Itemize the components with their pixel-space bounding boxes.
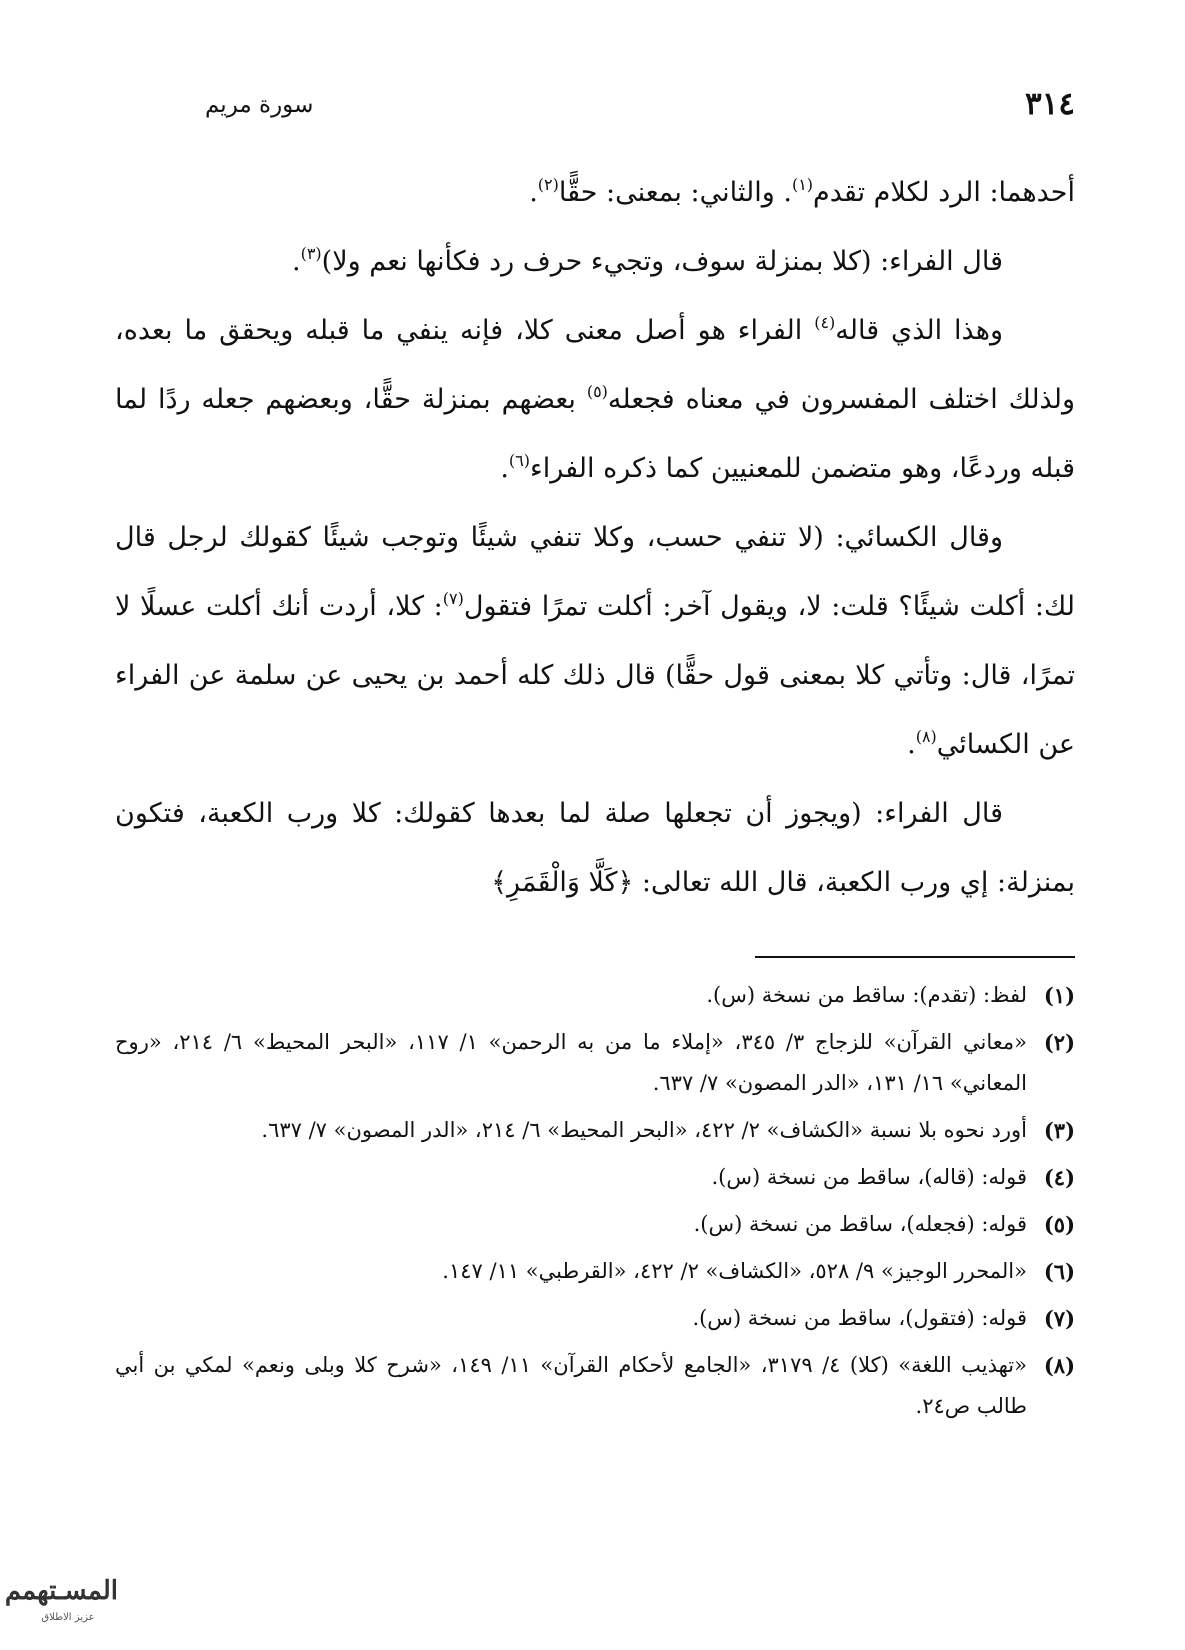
footnote-text: قوله: (فتقول)، ساقط من نسخة (س). xyxy=(692,1306,1027,1330)
text-span: . والثاني: بمعنى: حقًّا xyxy=(558,177,792,208)
footnote-text: قوله: (قاله)، ساقط من نسخة (س). xyxy=(711,1165,1027,1189)
footnote-number: (٦) xyxy=(1043,1259,1075,1284)
footnotes xyxy=(115,975,1075,1433)
footnote-number: (٨) xyxy=(1043,1353,1075,1378)
text-span: . xyxy=(291,246,301,277)
text-span: . xyxy=(500,453,509,484)
footnote-item xyxy=(115,1157,1075,1198)
text-span: : كلا، أردت أنك أكلت عسلًا لا تمرًا، قال: وتأتي كلا بمعنى قول حقًّا) قال ذلك كله أحمد بن يحيى عن سلمة عن الفراء عن الكسائي xyxy=(115,591,1075,760)
footnote-number: (١) xyxy=(1043,983,1075,1008)
text-span: قال الفراء: (ويجوز أن تجعلها صلة لما بعدها كقولك: كلا ورب الكعبة، فتكون بمنزلة: إي ورب الكعبة، قال الله تعالى: ﴿كَلَّا وَالْقَمَرِ﴾ xyxy=(115,798,1075,898)
watermark-logo xyxy=(4,1568,128,1638)
logo-subtitle: عزيز الاطلاق xyxy=(41,1612,95,1623)
paragraph-2 xyxy=(115,227,1075,296)
footnote-ref: (٤) xyxy=(814,313,836,332)
text-span: أحدهما: الرد لكلام تقدم xyxy=(813,177,1075,208)
text-span: . xyxy=(529,177,538,208)
footnote-number: (٥) xyxy=(1043,1212,1075,1237)
footnote-text: لفظ: (تقدم): ساقط من نسخة (س). xyxy=(706,983,1027,1007)
paragraph-4 xyxy=(115,503,1075,779)
text-span: وهذا الذي قاله xyxy=(835,315,1003,346)
logo-text: المسـتهمم xyxy=(4,1576,118,1606)
footnote-item xyxy=(115,1204,1075,1245)
footnote-number: (٣) xyxy=(1043,1118,1075,1143)
footnote-text: قوله: (فجعله)، ساقط من نسخة (س). xyxy=(693,1212,1027,1236)
footnote-ref: (٧) xyxy=(442,589,464,608)
footnote-ref: (٨) xyxy=(915,727,937,746)
footnote-item xyxy=(115,1022,1075,1104)
footnote-number: (٤) xyxy=(1043,1165,1075,1190)
footnote-ref: (٢) xyxy=(537,175,559,194)
footnote-text: «معاني القرآن» للزجاج ٣/ ٣٤٥، «إملاء ما من به الرحمن» ١/ ١١٧، «البحر المحيط» ٦/ ٢١٤، «روح المعاني» ١٦/ ١٣١، «الدر المصون» ٧/ ٦٣٧. xyxy=(115,1030,1027,1095)
text-span: . xyxy=(907,729,916,760)
footnote-number: (٢) xyxy=(1043,1030,1075,1055)
footnote-text: «المحرر الوجيز» ٩/ ٥٢٨، «الكشاف» ٢/ ٤٢٢، «القرطبي» ١١/ ١٤٧. xyxy=(442,1259,1027,1283)
footnote-ref: (٥) xyxy=(586,382,608,401)
footnote-item xyxy=(115,1298,1075,1339)
footnote-ref: (٣) xyxy=(300,244,322,263)
footnote-ref: (٦) xyxy=(508,451,530,470)
footnote-ref: (١) xyxy=(791,175,814,194)
footnote-number: (٧) xyxy=(1043,1306,1075,1331)
footnote-item xyxy=(115,1345,1075,1427)
paragraph-1 xyxy=(115,158,1075,227)
paragraph-3 xyxy=(115,296,1075,503)
text-span: وقال الكسائي: (لا تنفي حسب، وكلا تنفي شيئًا وتوجب شيئًا كقولك لرجل قال لك: أكلت شيئًا؟ قلت: لا، ويقول آخر: أكلت تمرًا فتقول xyxy=(115,522,1075,622)
footnote-item xyxy=(115,1110,1075,1151)
footnote-item xyxy=(115,975,1075,1016)
footnote-text: «تهذيب اللغة» (كلا) ٤/ ٣١٧٩، «الجامع لأحكام القرآن» ١١/ ١٤٩، «شرح كلا وبلى ونعم» لمكي بن أبي طالب ص٢٤. xyxy=(115,1353,1027,1418)
text-span: بعضهم بمنزلة حقًّا، وبعضهم جعله ردًا لما قبله وردعًا، وهو متضمن للمعنيين كما ذكره الفراء xyxy=(115,384,1075,484)
page-number: ٣١٤ xyxy=(1025,86,1075,122)
text-span: قال الفراء: (كلا بمنزلة سوف، وتجيء حرف رد فكأنها نعم ولا) xyxy=(321,246,1003,277)
main-text xyxy=(115,158,1075,917)
text-span: الفراء هو أصل معنى كلا، فإنه ينفي ما قبله ويحقق ما بعده، ولذلك اختلف المفسرون في معناه فجعله xyxy=(115,315,1075,415)
running-title: سورة مريم xyxy=(205,92,314,118)
footnote-separator xyxy=(755,956,1075,958)
paragraph-5 xyxy=(115,779,1075,917)
footnote-item xyxy=(115,1251,1075,1292)
footnote-text: أورد نحوه بلا نسبة «الكشاف» ٢/ ٤٢٢، «البحر المحيط» ٦/ ٢١٤، «الدر المصون» ٧/ ٦٣٧. xyxy=(261,1118,1027,1142)
